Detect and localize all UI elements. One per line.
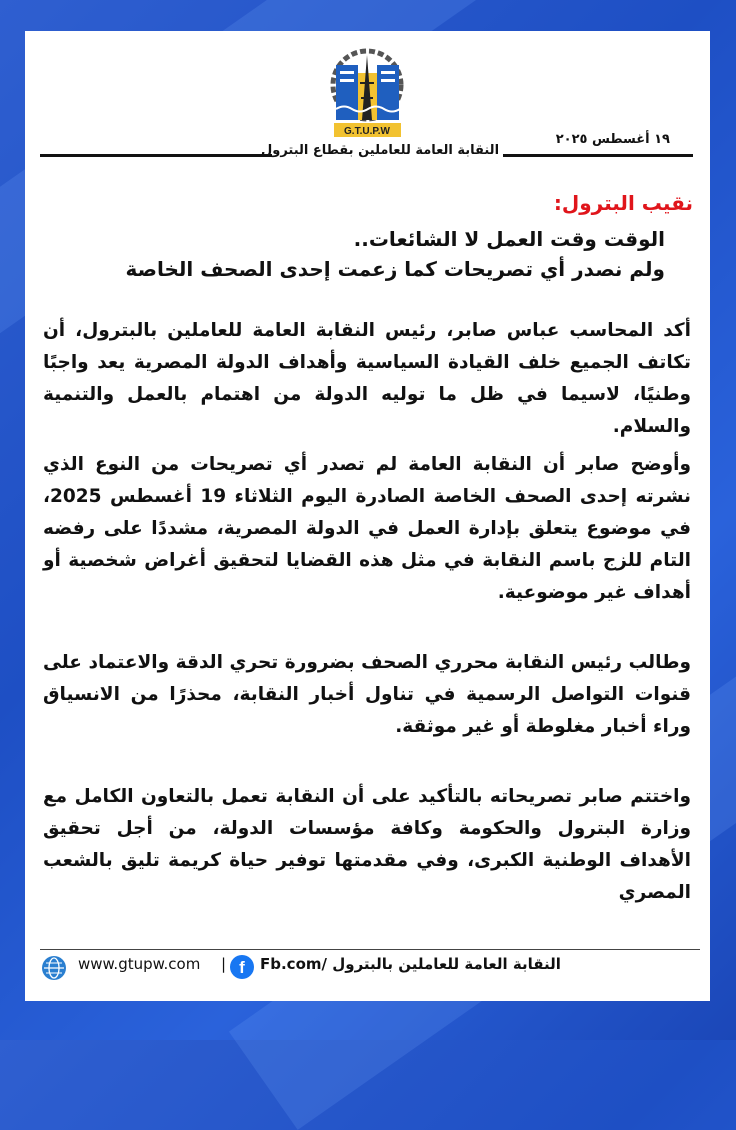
website-link[interactable]: www.gtupw.com <box>78 955 201 973</box>
facebook-page-name: النقابة العامة للعاملين بالبترول <box>332 955 561 973</box>
header-organization: النقابة العامة للعاملين بقطاع البترول <box>260 143 500 158</box>
article-paragraph-2: وأوضح صابر أن النقابة العامة لم تصدر أي تصريحات من النوع الذي نشرته إحدى الصحف الخاصة الصادرة اليوم الثلاثاء 19 أغسطس 2025، في موضوع يتعلق بإدارة العمل في الدولة المصرية، مشددًا على رفضه التام للزج باسم النقابة في مثل هذه القضايا لتحقيق أغراض شخصية أو أهداف غير موضوعية. <box>43 454 692 603</box>
header-divider-right <box>503 154 693 157</box>
logo-text: G.T.U.P.W <box>344 126 390 137</box>
article-paragraph-3: وطالب رئيس النقابة محرري الصحف بضرورة تحري الدقة والاعتماد على قنوات التواصل الرسمية في تناول أخبار النقابة، محذرًا من الانسياق وراء أخبار مغلوطة أو غير موثقة. <box>43 652 691 737</box>
footer-separator: | <box>221 955 227 973</box>
header-divider-left <box>40 154 272 157</box>
facebook-link[interactable] <box>260 955 561 973</box>
footer-divider <box>40 949 700 950</box>
article-headline-1: الوقت وقت العمل لا الشائعات.. <box>353 227 665 251</box>
facebook-icon: f <box>230 955 254 979</box>
article-kicker: نقيب البترول: <box>553 191 693 215</box>
footer <box>40 953 700 983</box>
article-paragraph-4: واختتم صابر تصريحاته بالتأكيد على أن النقابة تعمل بالتعاون الكامل مع وزارة البترول والحكومة وكافة مؤسسات الدولة، من أجل تحقيق الأهداف الوطنية الكبرى، وفي مقدمتها توفير حياة كريمة تليق بالشعب المصري <box>43 786 691 903</box>
facebook-prefix: Fb.com/ <box>260 955 327 973</box>
union-logo <box>330 43 405 141</box>
article-headline-2: ولم نصدر أي تصريحات كما زعمت إحدى الصحف الخاصة <box>125 257 665 281</box>
article-paragraph-1: أكد المحاسب عباس صابر، رئيس النقابة العامة للعاملين بالبترول، أن تكاتف الجميع خلف القيادة السياسية وأهداف الدولة المصرية يعد واجبًا وطنيًا، لاسيما في ظل ما توليه الدولة من اهتمام بالعمل والتنمية والسلام. <box>43 320 691 437</box>
globe-icon <box>42 956 66 980</box>
header-date: ١٩ أغسطس ٢٠٢٥ <box>555 132 670 147</box>
document-page <box>25 31 710 1001</box>
